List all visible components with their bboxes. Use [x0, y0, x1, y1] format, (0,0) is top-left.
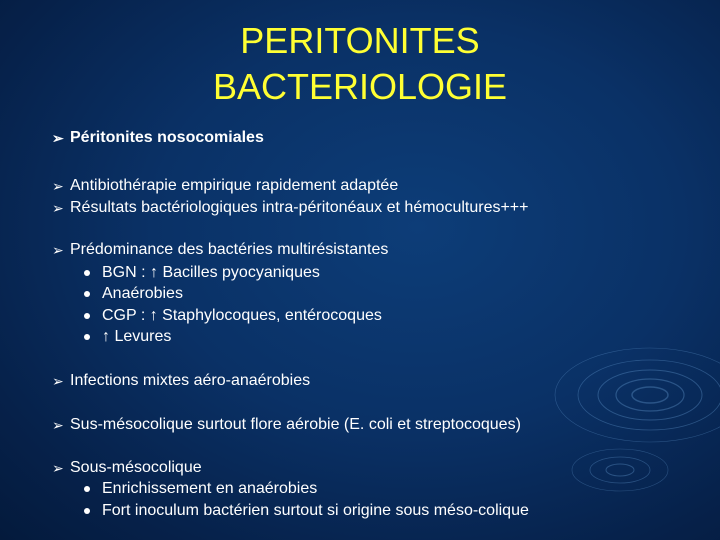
bullet-text: Péritonites nosocomiales [70, 129, 264, 146]
round-dot-bullet-icon [84, 486, 90, 492]
title-line-2: BACTERIOLOGIE [212, 66, 508, 107]
bullet-item [52, 414, 521, 437]
round-dot-bullet-icon [84, 270, 90, 276]
arrowhead-bullet-icon: ➢ [52, 460, 64, 476]
bullet-text: Sous-mésocolique [70, 459, 202, 476]
round-dot-bullet-icon [84, 291, 90, 297]
bullet-item [52, 239, 389, 262]
arrowhead-bullet-icon: ➢ [52, 200, 64, 216]
bullet-item [52, 457, 202, 480]
arrowhead-bullet-icon: ➢ [52, 417, 64, 433]
bullet-item [52, 197, 529, 220]
bullet-text: Prédominance des bactéries multirésistantes [70, 241, 389, 258]
arrowhead-bullet-icon: ➢ [52, 178, 64, 194]
round-dot-bullet-icon [84, 313, 90, 319]
arrowhead-bullet-icon: ➢ [52, 373, 64, 389]
bullet-text: Résultats bactériologiques intra-péritonéaux et hémocultures+++ [70, 199, 529, 216]
sub-bullet-text: Anaérobies [102, 285, 183, 302]
bullet-text: Infections mixtes aéro-anaérobies [70, 372, 311, 389]
arrowhead-bullet-icon: ➢ [52, 242, 64, 258]
round-dot-bullet-icon [84, 508, 90, 514]
bullet-text: Sus-mésocolique surtout flore aérobie (E. coli et streptocoques) [70, 416, 521, 433]
bullet-item [52, 127, 264, 150]
bullet-text: Antibiothérapie empirique rapidement adaptée [70, 177, 399, 194]
sub-bullet-text: Enrichissement en anaérobies [102, 480, 318, 497]
sub-bullet-text: ↑ Levures [102, 328, 172, 345]
sub-bullet-text: Fort inoculum bactérien surtout si origine sous méso-colique [102, 502, 529, 519]
title-line-1: PERITONITES [240, 20, 480, 61]
arrowhead-bullet-icon: ➢ [52, 130, 64, 146]
sub-bullet-text: BGN : ↑ Bacilles pyocyaniques [102, 264, 320, 281]
sub-bullet-text: CGP : ↑ Staphylocoques, entérocoques [102, 307, 382, 324]
round-dot-bullet-icon [84, 334, 90, 340]
bullet-item [52, 175, 399, 198]
bullet-item [52, 370, 311, 393]
